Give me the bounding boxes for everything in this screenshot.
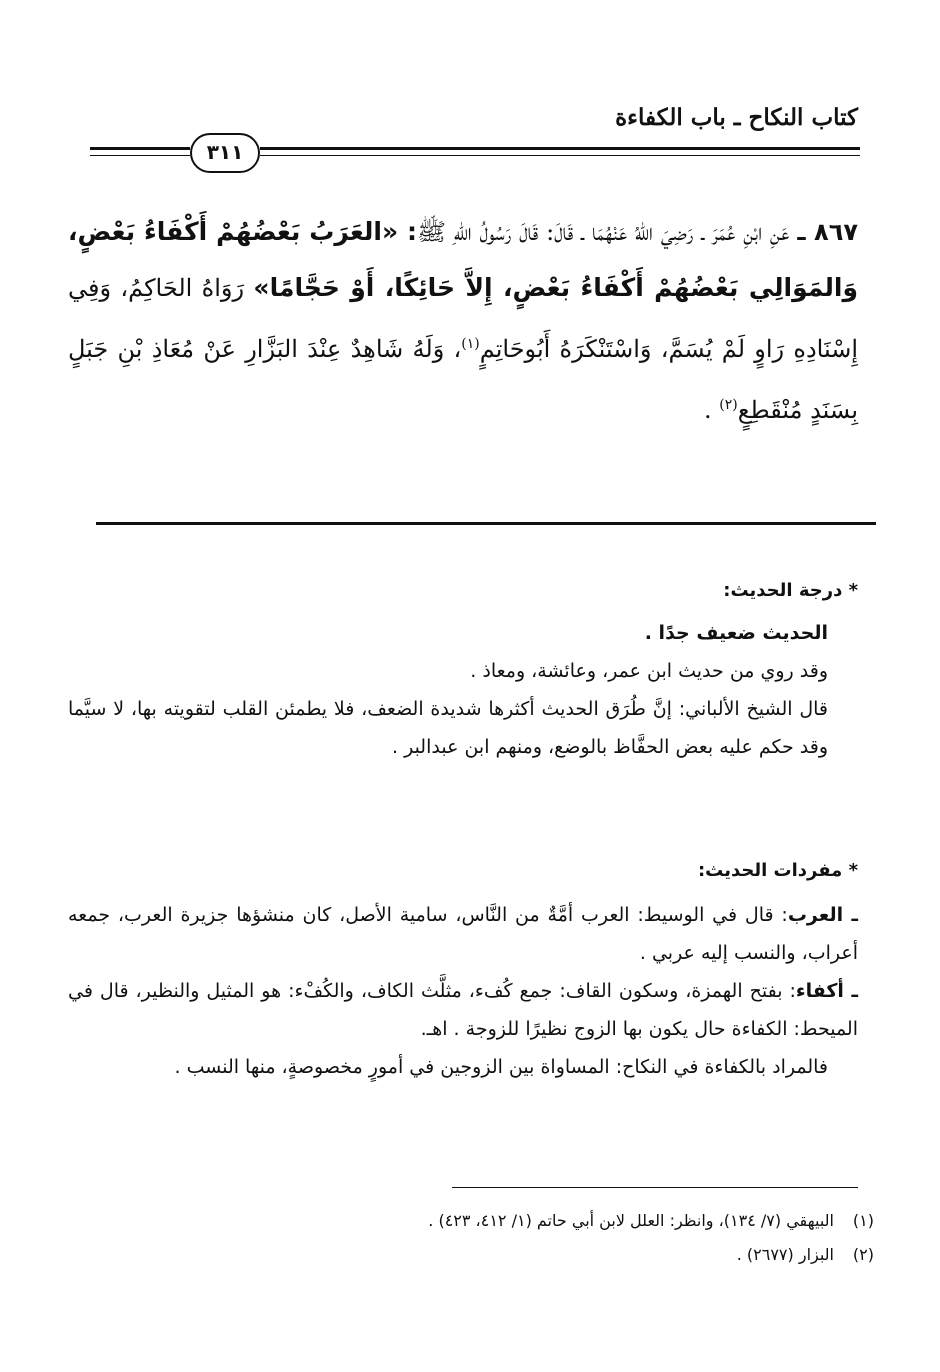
vocab-term-arab: ـ العرب (787, 904, 858, 926)
footnote-2-text: البزار (٢٦٧٧) . (736, 1245, 834, 1264)
footnote-1-number: (١) (852, 1211, 874, 1230)
hadith-shahid: ، وَلَهُ شَاهِدٌ عِنْدَ البَزَّارِ عَنْ مُعَاذِ بْنِ جَبَلٍ بِسَنَدٍ مُنْقَطِعٍ (68, 335, 858, 424)
running-title: كتاب النكاح ـ باب الكفاءة (615, 104, 858, 131)
grade-heading: * درجة الحديث: (723, 580, 858, 601)
page-number: ٣١١ (190, 133, 260, 173)
header-rule-right (260, 147, 860, 150)
grade-verdict: الحديث ضعيف جدًا . (644, 622, 828, 644)
section-divider (96, 522, 876, 525)
vocab-paragraph-3: فالمراد بالكفاءة في النكاح: المساواة بين الزوجين في أمورٍ مخصوصةٍ، منها النسب . (174, 1056, 828, 1078)
footnote-marker-1: (١) (461, 336, 480, 352)
grade-paragraph-1: وقد روي من حديث ابن عمر، وعائشة، ومعاذ . (470, 660, 828, 682)
hadith-text (68, 204, 858, 438)
hadith-takhrij: رَوَاهُ الحَاكِمُ، وَفِي إِسْنَادِهِ رَاوٍ لَمْ يُسَمَّ، وَاسْتَنْكَرَهُ أَبُوحَاتِمٍ (68, 274, 858, 363)
header-rule-left (90, 147, 190, 150)
salutation-glyph: ﷺ (416, 218, 446, 246)
hadith-end: . (704, 396, 720, 424)
vocab-def-akfa: : بفتح الهمزة، وسكون القاف: جمع كُفء، مثلَّث الكاف، والكُفْء: هو المثيل والنظير، قال في الميحط: الكفاءة حال يكون بها الزوج نظيرًا للزوجة . اهـ. (68, 980, 858, 1040)
footnote-1 (74, 1206, 874, 1236)
hadith-matn: : «العَرَبُ بَعْضُهُمْ أَكْفَاءُ بَعْضٍ، وَالمَوَالِي بَعْضُهُمْ أَكْفَاءُ بَعْضٍ، إِلاَّ حَائِكًا، أَوْ حَجَّامًا» (68, 217, 858, 302)
vocab-entry-akfa (68, 972, 858, 1048)
vocab-section (68, 896, 858, 1086)
grade-section (68, 614, 858, 766)
header-rule-left-thin (90, 155, 190, 156)
footnote-rule (452, 1187, 858, 1188)
footnote-2-number: (٢) (852, 1245, 874, 1264)
footnote-1-text: البيهقي (٧/ ١٣٤)، وانظر: العلل لابن أبي حاتم (١/ ٤١٢، ٤٢٣) . (428, 1211, 834, 1230)
footnote-marker-2: (٢) (719, 397, 738, 413)
grade-paragraph-2: قال الشيخ الألباني: إنَّ طُرَق الحديث أكثرها شديدة الضعف، فلا يطمئن القلب لتقويته بها، لا سيَّما وقد حكم عليه بعض الحفَّاظ بالوضع، ومنهم ابن عبدالبر . (68, 698, 828, 758)
hadith-number: ٨٦٧ ـ (797, 218, 858, 246)
footnote-2 (74, 1240, 874, 1270)
vocab-term-akfa: ـ أكفاء (795, 980, 858, 1002)
vocab-entry-arab (68, 896, 858, 972)
vocab-heading: * مفردات الحديث: (697, 860, 858, 881)
hadith-isnad: عَنِ ابْنِ عُمَرَ ـ رَضِيَ اللهُ عَنْهُمَا ـ قَالَ: قَالَ رَسُولُ اللهِ (453, 218, 790, 246)
vocab-def-arab: : قال في الوسيط: العرب أمَّةٌ من النَّاس، سامية الأصل، كان منشؤها جزيرة العرب، جمعه أعراب، والنسب إليه عربي . (68, 904, 858, 964)
header-rule-right-thin (260, 155, 860, 156)
